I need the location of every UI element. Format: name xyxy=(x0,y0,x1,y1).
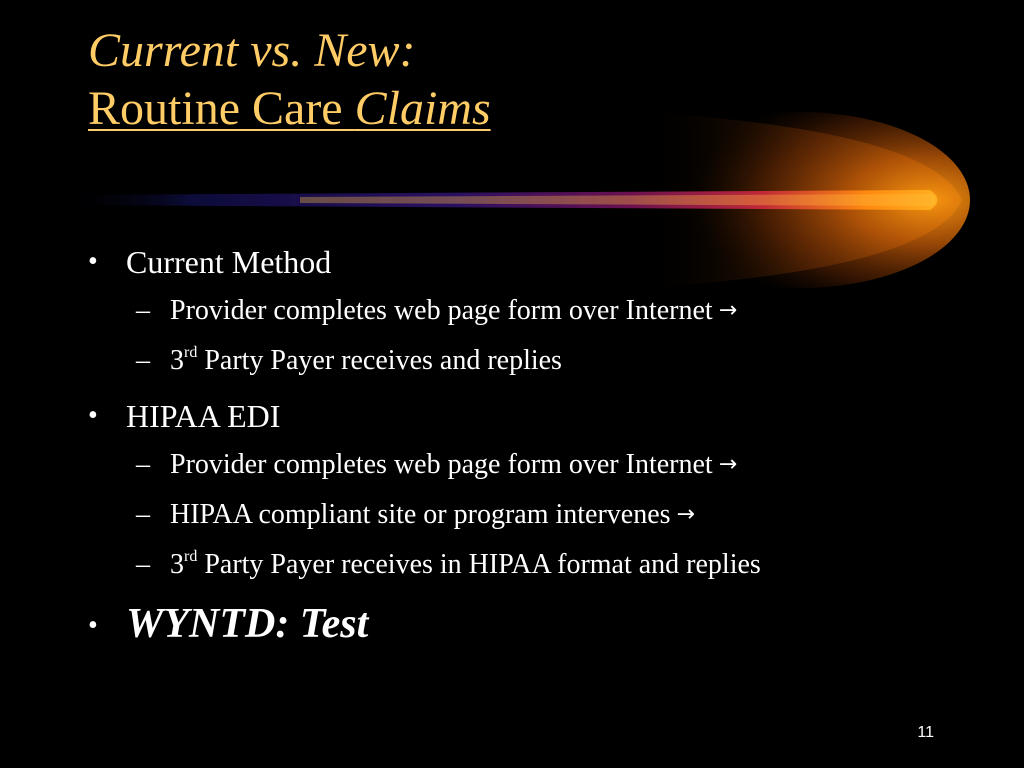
sub-item xyxy=(124,440,968,490)
ordinal-number: 3 xyxy=(170,549,184,580)
bullet-hipaa-edi xyxy=(88,392,968,440)
dash-icon: – xyxy=(136,549,150,580)
slide-number: 11 xyxy=(917,724,934,741)
sub-list-hipaa-edi xyxy=(88,440,968,590)
sub-item xyxy=(124,490,968,540)
bullet-list xyxy=(88,238,968,652)
sub-item-text: Party Payer receives and replies xyxy=(197,345,562,376)
dash-icon: – xyxy=(136,345,150,376)
sub-item xyxy=(124,540,968,590)
title-line-1: Current vs. New: xyxy=(88,24,416,77)
right-arrow-icon: → xyxy=(676,502,695,527)
sub-item-text: Party Payer receives in HIPAA format and replies xyxy=(197,549,761,580)
bullet-icon: • xyxy=(88,400,98,431)
right-arrow-icon: → xyxy=(718,298,738,323)
dash-icon: – xyxy=(136,449,150,480)
ordinal-suffix: rd xyxy=(184,344,198,361)
slide-title xyxy=(88,22,491,138)
bullet-label: Current Method xyxy=(126,244,332,280)
bullet-current-method xyxy=(88,238,968,286)
bullet-icon: • xyxy=(88,610,98,641)
sub-item xyxy=(124,286,968,336)
dash-icon: – xyxy=(136,295,150,326)
right-arrow-icon: → xyxy=(718,452,738,477)
ordinal-number: 3 xyxy=(170,345,184,376)
bullet-wyntd-test xyxy=(88,596,968,652)
sub-item-text: Provider completes web page form over Internet xyxy=(170,295,713,326)
bullet-label: HIPAA EDI xyxy=(126,398,281,434)
bullet-label: WYNTD: Test xyxy=(126,601,369,647)
bullet-icon: • xyxy=(88,246,98,277)
sub-item-text: Provider completes web page form over Internet xyxy=(170,449,713,480)
dash-icon: – xyxy=(136,499,150,530)
sub-list-current-method xyxy=(88,286,968,386)
ordinal-suffix: rd xyxy=(184,548,198,565)
title-line-2 xyxy=(88,80,491,138)
title-line-2-italic: Claims xyxy=(354,82,491,135)
sub-item xyxy=(124,336,968,386)
sub-item-text: HIPAA compliant site or program intervenes xyxy=(170,499,671,530)
title-line-2-roman: Routine Care xyxy=(88,82,355,135)
